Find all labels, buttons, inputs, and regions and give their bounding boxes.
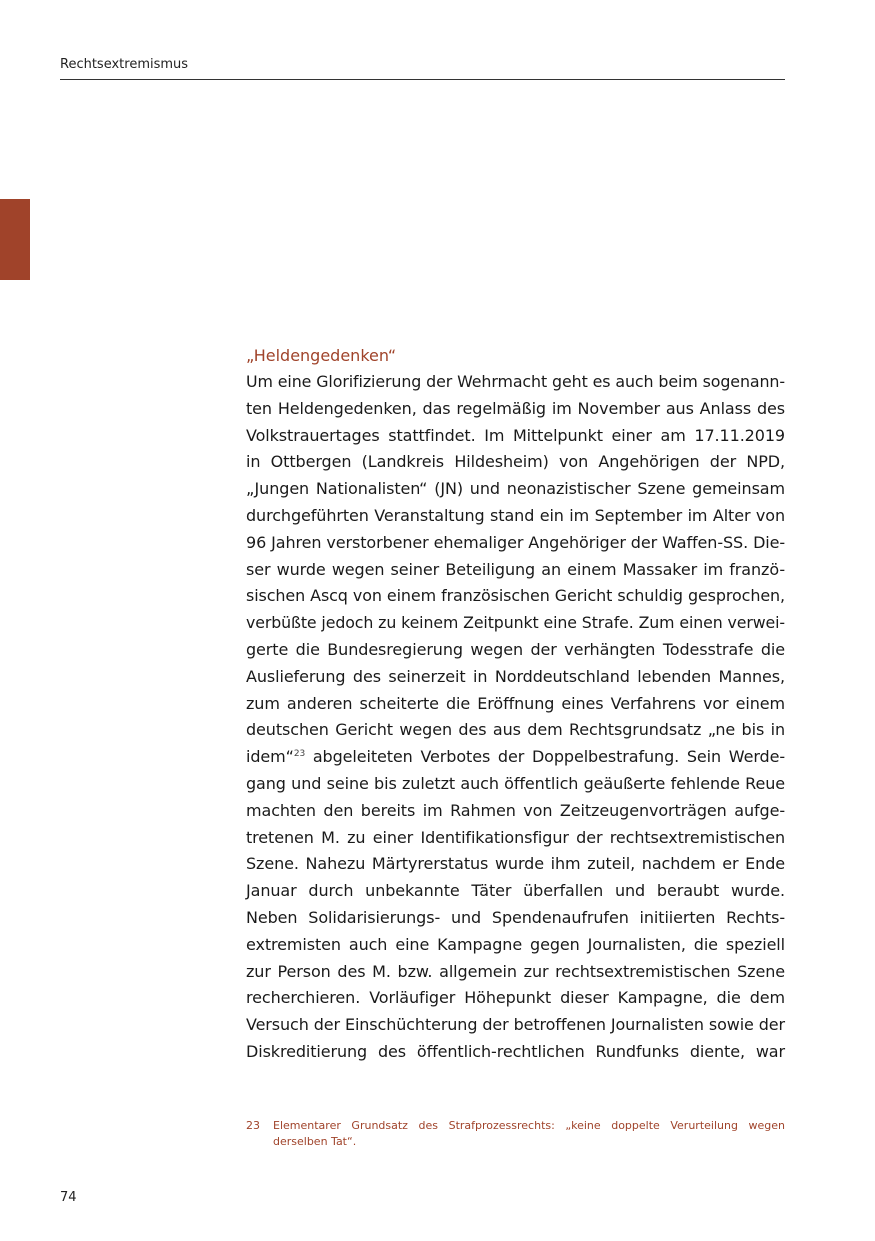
text-line: recherchieren. Vorläufiger Höhepunkt dieser Kampagne, die dem	[246, 988, 785, 1008]
text-line: ser wurde wegen seiner Beteiligung an einem Massaker im franzö-	[246, 559, 785, 579]
text-line: zur Person des M. bzw. allgemein zur rechtsextremistischen Szene	[246, 961, 785, 981]
text-line: „Jungen Nationalisten“ (JN) und neonazistischer Szene gemeinsam	[246, 479, 785, 499]
text-line: Versuch der Einschüchterung der betroffenen Journalisten sowie der	[246, 1015, 785, 1035]
text-line: verbüßte jedoch zu keinem Zeitpunkt eine Strafe. Zum einen verwei-	[246, 613, 786, 633]
section-heading: „Heldengedenken“	[246, 346, 397, 365]
footnote	[246, 1118, 785, 1150]
text-line: extremisten auch eine Kampagne gegen Journalisten, die speziell	[246, 934, 785, 954]
page-number: 74	[60, 1190, 77, 1205]
text-line: deutschen Gericht wegen des aus dem Rechtsgrundsatz „ne bis in	[246, 720, 785, 740]
text-line: Volkstrauertages stattfindet. Im Mittelpunkt einer am 17.11.2019	[246, 425, 785, 445]
running-head: Rechtsextremismus	[60, 57, 189, 72]
text-line: 96 Jahren verstorbener ehemaliger Angehöriger der Waffen-SS. Die-	[246, 532, 786, 552]
text-fragment: idem“	[246, 747, 294, 767]
text-line: machten den bereits im Rahmen von Zeitzeugenvorträgen aufge-	[246, 800, 785, 820]
text-line: Auslieferung des seinerzeit in Norddeutschland lebenden Mannes,	[246, 666, 785, 686]
footnote-reference[interactable]: 23	[293, 749, 306, 760]
text-line: zum anderen scheiterte die Eröffnung eines Verfahrens vor einem	[246, 693, 785, 713]
main-content	[246, 342, 785, 1066]
text-line: gerte die Bundesregierung wegen der verhängten Todesstrafe die	[246, 639, 785, 659]
text-line-with-footnote	[246, 744, 785, 771]
text-line: Diskreditierung des öffentlich-rechtlichen Rundfunks diente, war	[246, 1041, 785, 1061]
footnote-line: Elementarer Grundsatz des Strafprozessrechts: „keine doppelte Verurteilung wegen	[273, 1119, 785, 1132]
text-line: Um eine Glorifizierung der Wehrmacht geht es auch beim sogenann-	[246, 372, 785, 391]
text-line: Neben Solidarisierungs- und Spendenaufrufen initiierten Rechts-	[246, 907, 785, 927]
footnote-line: derselben Tat“.	[273, 1135, 357, 1148]
text-line: sischen Ascq von einem französischen Gericht schuldig gesprochen,	[246, 586, 785, 606]
text-line: Szene. Nahezu Märtyrerstatus wurde ihm zuteil, nachdem er Ende	[246, 854, 785, 874]
header-rule	[60, 79, 785, 80]
text-line: tretenen M. zu einer Identifikationsfigur der rechtsextremistischen	[246, 827, 785, 847]
footnote-number: 23	[246, 1119, 260, 1132]
footnote-text	[246, 1118, 785, 1150]
text-fragment: abgeleiteten Verbotes der Doppelbestrafung. Sein Werde-	[305, 747, 785, 767]
text-line: ten Heldengedenken, das regelmäßig im November aus Anlass des	[246, 398, 785, 418]
text-line: gang und seine bis zuletzt auch öffentlich geäußerte fehlende Reue	[246, 773, 785, 793]
text-line: in Ottbergen (Landkreis Hildesheim) von Angehörigen der NPD,	[246, 452, 785, 472]
text-line: Januar durch unbekannte Täter überfallen und beraubt wurde.	[246, 881, 785, 901]
body-paragraph	[246, 369, 785, 1066]
chapter-side-tab	[0, 199, 30, 280]
text-line: durchgeführten Veranstaltung stand ein im September im Alter von	[246, 505, 785, 525]
